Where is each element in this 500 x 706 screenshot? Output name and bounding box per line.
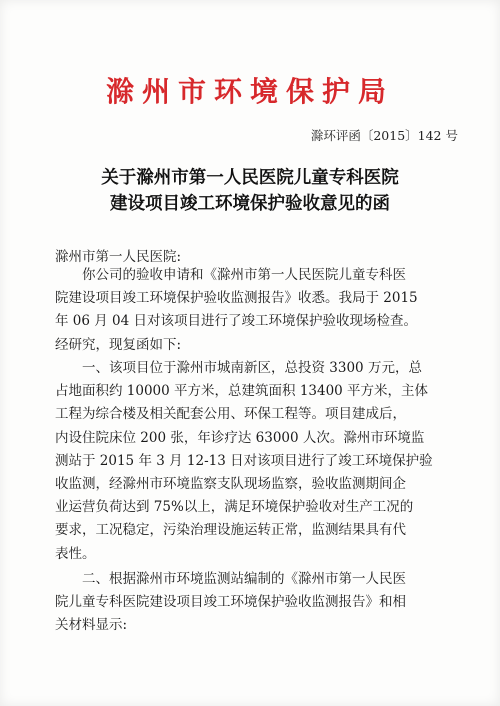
paragraph-line: 经研究，现复函如下:: [55, 336, 182, 353]
paragraph-line: 业运营负荷达到 75%以上，满足环境保护验收对生产工况的: [55, 499, 414, 516]
paragraph-line: 一、该项目位于滁州市城南新区，总投资 3300 万元，总: [55, 360, 422, 376]
title-line-2: 建设项目竣工环境保护验收意见的函: [110, 194, 390, 214]
paragraph-line: 年 06 月 04 日对该项目进行了竣工环境保护验收现场检查。: [55, 313, 418, 330]
document-title: [30, 165, 470, 217]
paragraph-line: 测站于 2015 年 3 月 12-13 日对该项目进行了竣工环境保护验: [55, 452, 433, 469]
title-line-1: 关于滁州市第一人民医院儿童专科医院: [101, 168, 399, 188]
paragraph-line: 关材料显示:: [55, 617, 128, 634]
paragraph-line: 内设住院床位 200 张，年诊疗达 63000 人次。滁州市环境监: [55, 429, 425, 446]
paragraph-item-two: [55, 568, 445, 638]
paragraph-intro: [55, 264, 445, 357]
paragraph-line: 收监测，经滁州市环境监察支队现场监察，验收监测期间企: [55, 475, 406, 492]
paragraph-line: 你公司的验收申请和《滁州市第一人民医院儿童专科医: [55, 267, 406, 283]
paragraph-item-one: [55, 357, 445, 566]
paragraph-line: 工程为综合楼及相关配套公用、环保工程等。项目建成后，: [55, 406, 406, 423]
agency-header: 滁州市环境保护局: [105, 75, 394, 108]
paragraph-line: 院儿童专科医院建设项目竣工环境保护验收监测报告》和相: [55, 594, 406, 611]
paragraph-line: 表性。: [55, 545, 96, 562]
paragraph-line: 要求，工况稳定，污染治理设施运转正常，监测结果具有代: [55, 522, 406, 539]
salutation: 滁州市第一人民医院:: [55, 249, 182, 265]
paragraph-line: 二、根据滁州市环境监测站编制的《滁州市第一人民医: [55, 571, 406, 587]
document-number: 滁环评函〔2015〕142 号: [310, 128, 458, 143]
paragraph-line: 占地面积约 10000 平方米，总建筑面积 13400 平方米，主体: [55, 383, 429, 400]
paragraph-line: 院建设项目竣工环境保护验收监测报告》收悉。我局于 2015: [55, 290, 418, 307]
